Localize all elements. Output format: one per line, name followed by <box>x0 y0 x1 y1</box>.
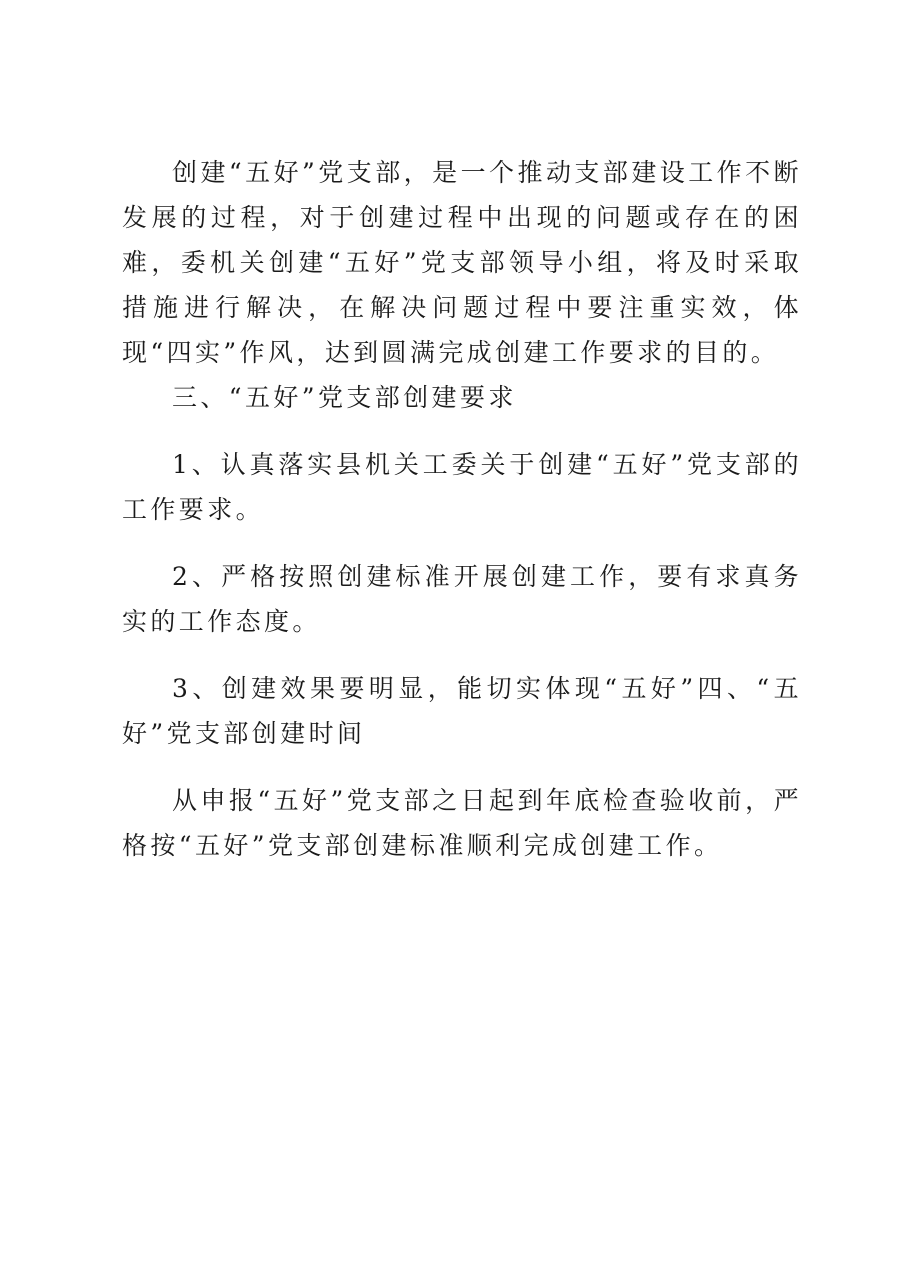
requirement-item-2: 2、严格按照创建标准开展创建工作，要有求真务实的工作态度。 <box>122 562 802 636</box>
paragraph-intro: 创建“五好”党支部，是一个推动支部建设工作不断发展的过程，对于创建过程中出现的问题或存在的困难，委机关创建“五好”党支部领导小组，将及时采取措施进行解决，在解决问题过程中要注重实效，体现“四实”作风，达到圆满完成创建工作要求的目的。 <box>122 158 802 367</box>
requirement-item-1: 1、认真落实县机关工委关于创建“五好”党支部的工作要求。 <box>122 450 802 524</box>
document-body <box>122 150 802 868</box>
section-heading-requirements: 三、“五好”党支部创建要求 <box>172 383 517 412</box>
requirement-item-3: 3、创建效果要明显，能切实体现“五好”四、“五好”党支部创建时间 <box>122 674 802 748</box>
paragraph-timeline: 从申报“五好”党支部之日起到年底检查验收前，严格按“五好”党支部创建标准顺利完成创建工作。 <box>122 786 802 860</box>
